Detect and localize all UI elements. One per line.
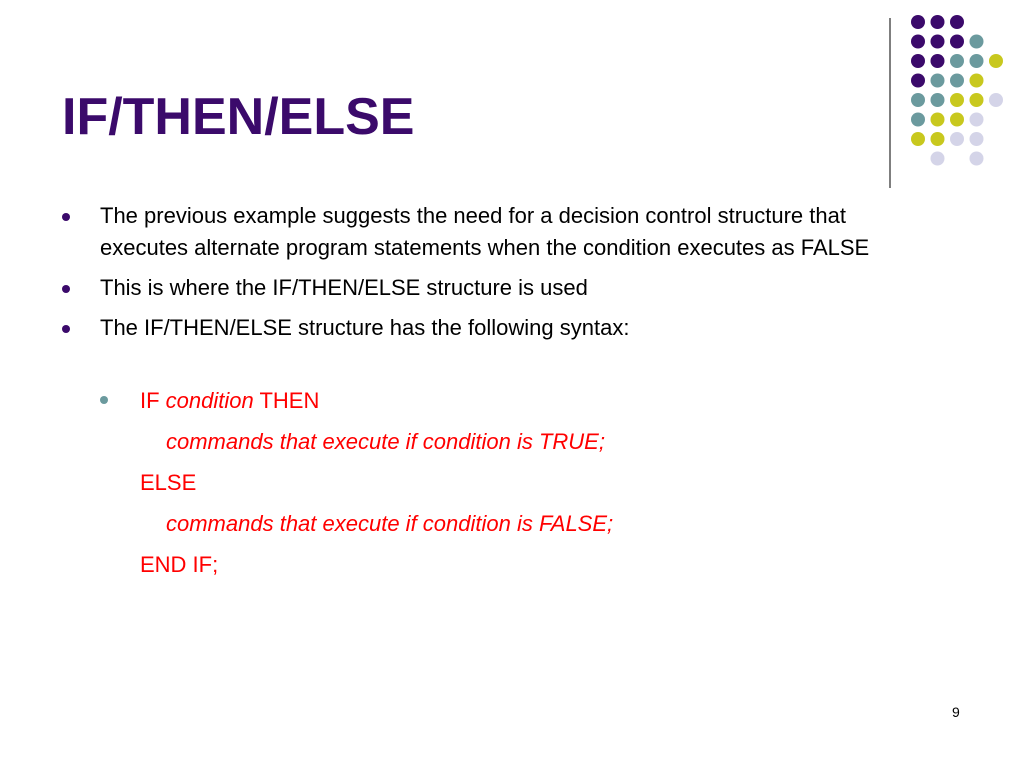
syntax-end-if-line: END IF;	[140, 552, 219, 577]
slide-title: IF/THEN/ELSE	[62, 88, 415, 146]
decorative-dot-icon	[950, 74, 964, 88]
decorative-dot-icon	[911, 15, 925, 29]
syntax-true-commands: commands that execute if condition is TRUE;	[166, 429, 605, 454]
decorative-dot-icon	[950, 35, 964, 49]
decorative-dot-icon	[970, 54, 984, 68]
decorative-dot-icon	[989, 93, 1003, 107]
decorative-dot-icon	[931, 54, 945, 68]
decorative-dot-icon	[970, 74, 984, 88]
bullet-list	[62, 200, 882, 352]
decorative-dot-icon	[989, 54, 1003, 68]
decorative-dot-icon	[950, 113, 964, 127]
decorative-dot-icon	[931, 15, 945, 29]
bullet-item	[62, 272, 882, 304]
syntax-else-line: ELSE	[140, 470, 197, 495]
bullet-item	[62, 200, 882, 264]
bullet-text: The IF/THEN/ELSE structure has the following syntax:	[100, 315, 630, 340]
then-keyword: THEN	[253, 388, 320, 413]
title-divider-line	[889, 18, 891, 188]
decorative-dot-icon	[931, 132, 945, 146]
if-keyword: IF	[140, 388, 166, 413]
decorative-dot-icon	[911, 113, 925, 127]
decorative-dot-icon	[911, 93, 925, 107]
decorative-dot-icon	[950, 132, 964, 146]
bullet-text: The previous example suggests the need for a decision control structure that executes alternate program statements when the condition executes as FALSE	[100, 203, 870, 260]
decorative-dot-icon	[911, 132, 925, 146]
decorative-dot-icon	[950, 54, 964, 68]
bullet-dot-icon	[62, 325, 70, 333]
syntax-if-line	[100, 380, 613, 421]
sub-bullet-dot-icon	[100, 396, 108, 404]
condition-text: condition	[165, 388, 254, 413]
decorative-dot-icon	[950, 15, 964, 29]
decorative-dot-icon	[931, 74, 945, 88]
decorative-dot-icon	[950, 93, 964, 107]
bullet-dot-icon	[62, 285, 70, 293]
decorative-dot-icon	[911, 74, 925, 88]
decorative-dot-icon	[970, 113, 984, 127]
bullet-dot-icon	[62, 213, 70, 221]
decorative-dot-icon	[931, 35, 945, 49]
decorative-dot-icon	[931, 93, 945, 107]
decorative-dot-icon	[911, 35, 925, 49]
syntax-block	[100, 380, 613, 585]
decorative-dot-icon	[931, 152, 945, 166]
decorative-dot-icon	[970, 93, 984, 107]
bullet-item	[62, 312, 882, 344]
decorative-dot-icon	[931, 113, 945, 127]
decorative-dot-icon	[970, 35, 984, 49]
decorative-dot-icon	[911, 54, 925, 68]
decorative-dot-icon	[970, 152, 984, 166]
bullet-text: This is where the IF/THEN/ELSE structure is used	[100, 275, 588, 300]
decorative-dot-icon	[970, 132, 984, 146]
page-number: 9	[952, 704, 960, 720]
syntax-false-commands: commands that execute if condition is FALSE;	[166, 511, 614, 536]
